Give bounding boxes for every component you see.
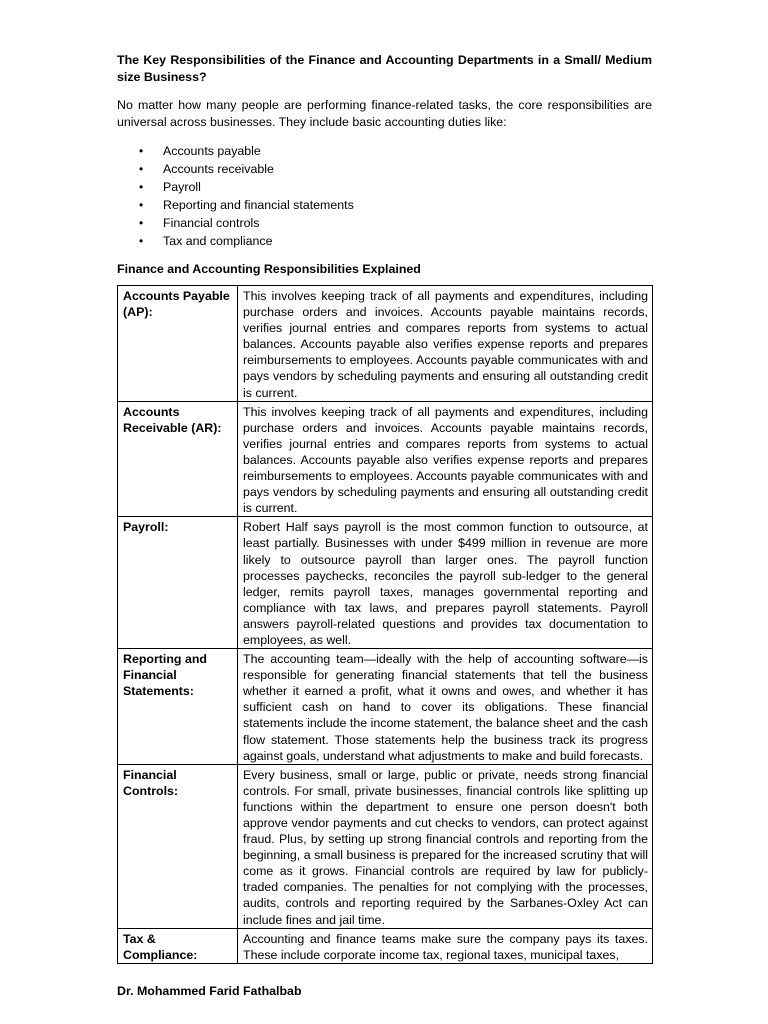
list-item: • Reporting and financial statements [139, 198, 354, 212]
row-description: The accounting team—ideally with the help of accounting software—is responsible for generating financial statements that tell the business whether it earned a profit, what it owns and owes, and whether it has sufficient cash on hand to cover its obligations. These financial statements include the income statement, the balance sheet and the cash flow statement. Those statements help the business track its progress against goals, understand what adjustments to make and build forecasts. [238, 649, 653, 765]
bullet-icon: • [139, 216, 144, 230]
intro-paragraph: No matter how many people are performing finance-related tasks, the core responsibilities are universal across businesses. They include basic accounting duties like: [117, 98, 652, 129]
bullet-icon: • [139, 162, 144, 176]
table-row [118, 649, 653, 765]
table-row [118, 401, 653, 517]
list-item: • Accounts payable [139, 144, 261, 158]
row-description: This involves keeping track of all payments and expenditures, including purchase orders and invoices. Accounts payable maintains records, verifies journal entries and compares reports from systems to actual balances. Accounts payable also verifies expense reports and prepares reimbursements to employees. Accounts payable communicates with and pays vendors by scheduling payments and ensuring all outstanding credit is current. [238, 401, 653, 517]
table-row [118, 517, 653, 649]
row-label: Payroll: [118, 517, 238, 649]
row-label: Tax & Compliance: [118, 928, 238, 963]
bullet-icon: • [139, 234, 144, 248]
row-label: Reporting and Financial Statements: [118, 649, 238, 765]
responsibilities-table [117, 285, 653, 964]
table-heading: Finance and Accounting Responsibilities Explained [117, 262, 421, 276]
list-item: • Accounts receivable [139, 162, 274, 176]
list-item: • Financial controls [139, 216, 260, 230]
row-description: Robert Half says payroll is the most common function to outsource, at least partially. Businesses with under $499 million in revenue are more likely to outsource payroll than larger ones. The payroll function processes paychecks, reconciles the payroll sub-ledger to the general ledger, remits payroll taxes, manages governmental reporting and compliance with tax laws, and prepares payroll statements. Payroll answers payroll-related questions and provides tax documentation to employees, as well. [238, 517, 653, 649]
list-item: • Payroll [139, 180, 201, 194]
row-description: This involves keeping track of all payments and expenditures, including purchase orders and invoices. Accounts payable maintains records, verifies journal entries and compares reports from systems to actual balances. Accounts payable also verifies expense reports and prepares reimbursements to employees. Accounts payable communicates with and pays vendors by scheduling payments and ensuring all outstanding credit is current. [238, 286, 653, 402]
bullet-icon: • [139, 198, 144, 212]
row-label: Accounts Payable (AP): [118, 286, 238, 402]
row-description: Accounting and finance teams make sure the company pays its taxes. These include corporate income tax, regional taxes, municipal taxes, [238, 928, 653, 963]
row-description: Every business, small or large, public or private, needs strong financial controls. For small, private businesses, financial controls like splitting up functions within the department to ensure one person doesn't both approve vendor payments and cut checks to vendors, can protect against fraud. Plus, by setting up strong financial controls and reporting from the beginning, a small business is prepared for the increased scrutiny that will come as it grows. Financial controls are required by law for publicly-traded companies. The penalties for not complying with the processes, audits, controls and reporting required by the Sarbanes-Oxley Act can include fines and jail time. [238, 764, 653, 928]
bullet-icon: • [139, 144, 144, 158]
row-label: Financial Controls: [118, 764, 238, 928]
table-row [118, 286, 653, 402]
document-title: The Key Responsibilities of the Finance and Accounting Departments in a Small/ Medium size Business? [117, 53, 652, 84]
author-footer: Dr. Mohammed Farid Fathalbab [117, 984, 302, 998]
duties-list [117, 142, 354, 250]
table-row [118, 764, 653, 928]
list-item: • Tax and compliance [139, 234, 273, 248]
row-label: Accounts Receivable (AR): [118, 401, 238, 517]
bullet-icon: • [139, 180, 144, 194]
table-row [118, 928, 653, 963]
